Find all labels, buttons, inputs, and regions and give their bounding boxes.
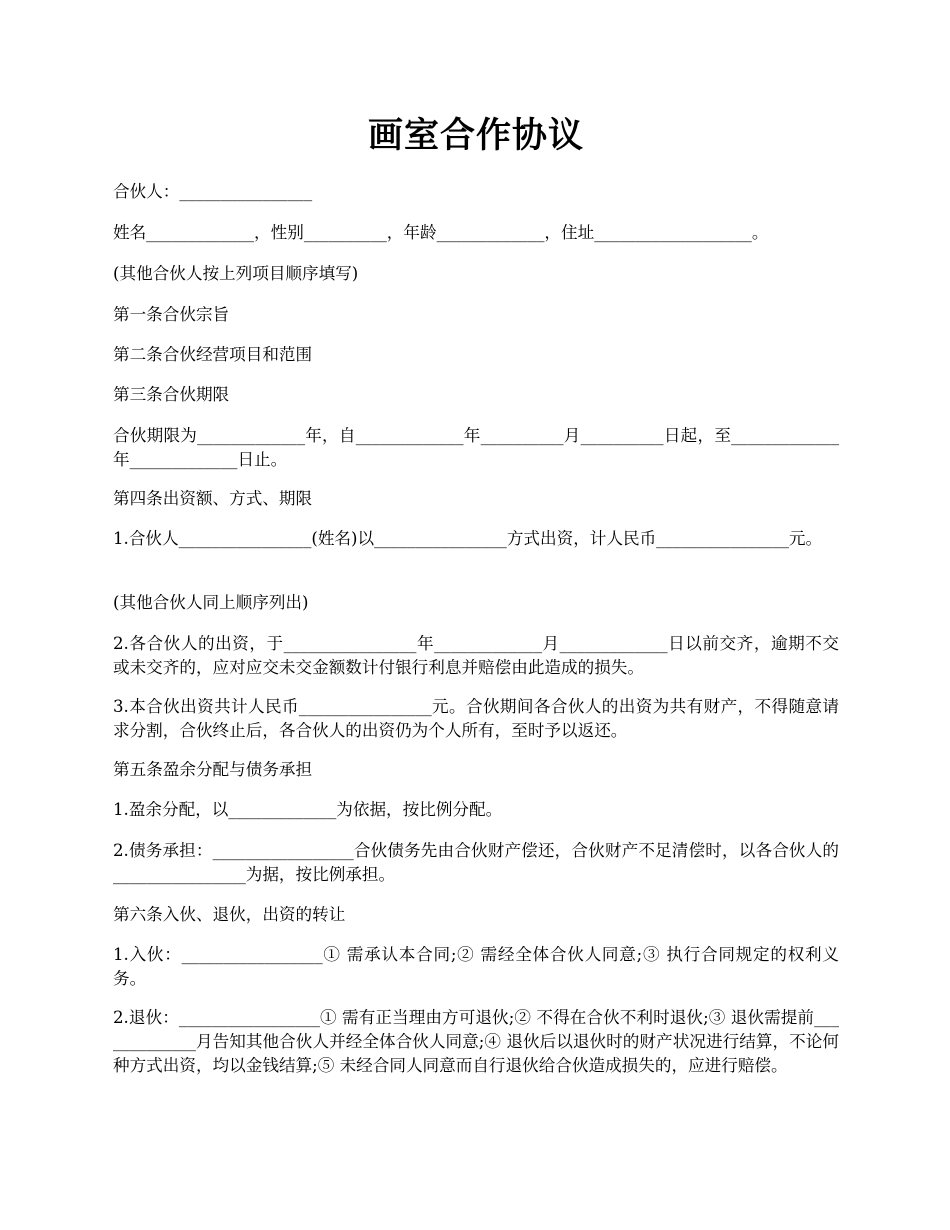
joining-clause: 1.入伙：_________________① 需承认本合同;② 需经全体合伙人同意;③ 执行合同规定的权利义务。 xyxy=(113,945,839,988)
contribution-clause-1: 1.合伙人________________(姓名)以________________方式出资，计人民币________________元。 xyxy=(113,529,823,548)
withdrawal-clause: 2.退伙：_________________① 需有正当理由方可退伙;② 不得在合伙不利时退伙;③ 退伙需提前_____________月告知其他合伙人并经全体合伙人同意;④ 退伙后以退伙时的财产状况进行结算，不论何种方式出资，均以金钱结算;⑤ 未经合同人同意而自行退伙给合伙造成损失的，应进行赔偿。 xyxy=(113,1008,839,1075)
article-6-heading: 第六条入伙、退伙，出资的转让 xyxy=(113,905,346,924)
partnership-term-paragraph: 合伙期限为_____________年，自_____________年__________月__________日起，至_____________年_____________日止。 xyxy=(113,426,839,469)
article-1-heading: 第一条合伙宗旨 xyxy=(113,305,230,324)
partner-line: 合伙人：________________ xyxy=(113,182,313,201)
contribution-clause-2: 2.各合伙人的出资，于________________年_____________月_____________日以前交齐，逾期不交或未交齐的，应对应交未交金额数计付银行利息并赔偿由此造成的损失。 xyxy=(113,634,839,677)
article-2-heading: 第二条合伙经营项目和范围 xyxy=(113,345,313,364)
document-title: 画室合作协议 xyxy=(367,115,584,156)
other-partners-note: (其他合伙人按上列项目顺序填写) xyxy=(113,264,359,283)
article-4-heading: 第四条出资额、方式、期限 xyxy=(113,489,313,508)
partner-info-line: 姓名_____________，性别__________，年龄_____________，住址___________________。 xyxy=(113,223,769,242)
contribution-clause-3: 3.本合伙出资共计人民币________________元。合伙期间各合伙人的出资为共有财产，不得随意请求分割，合伙终止后，各合伙人的出资仍为个人所有，至时予以返还。 xyxy=(113,697,839,740)
article-3-heading: 第三条合伙期限 xyxy=(113,385,230,404)
other-partners-contribution-note: (其他合伙人同上顺序列出) xyxy=(113,593,309,612)
debt-clause: 2.债务承担：_________________合伙债务先由合伙财产偿还，合伙财产不足清偿时，以各合伙人的________________为据，按比例承担。 xyxy=(113,841,839,884)
article-5-heading: 第五条盈余分配与债务承担 xyxy=(113,760,313,779)
profit-distribution-clause: 1.盈余分配，以_____________为依据，按比例分配。 xyxy=(113,800,503,819)
